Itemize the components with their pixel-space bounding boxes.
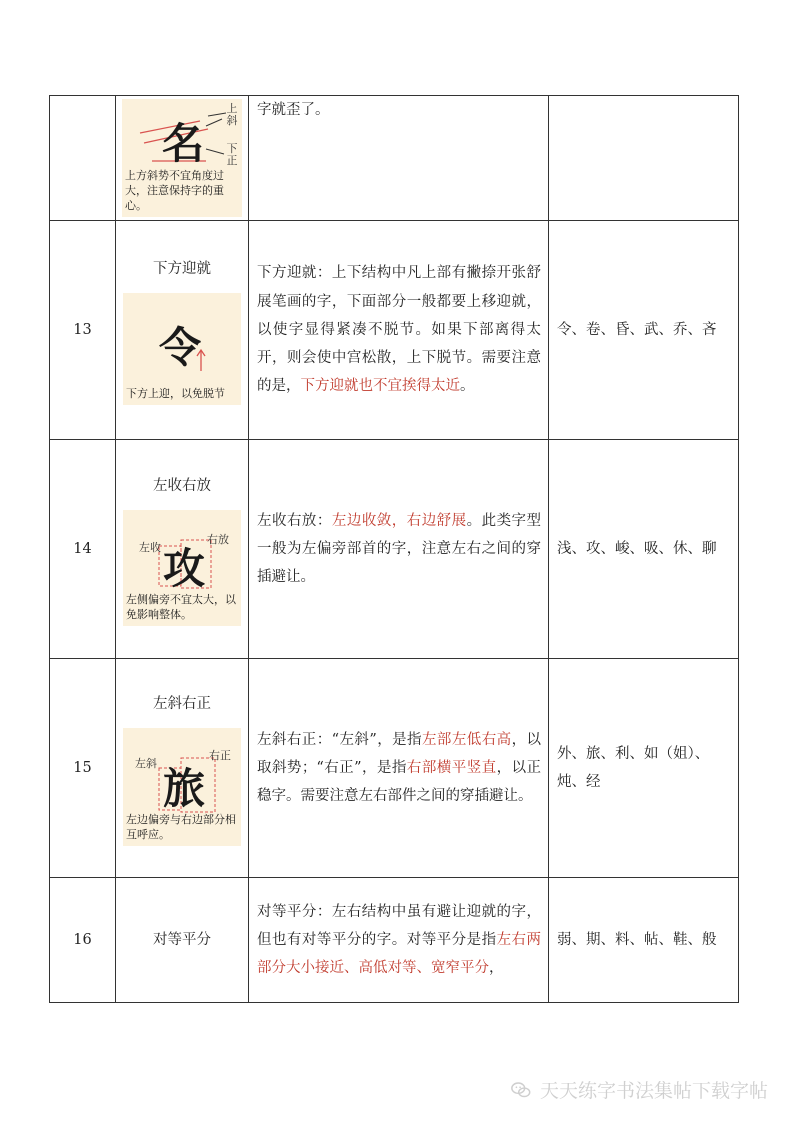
description-highlight: 左边收敛，右边舒展: [331, 512, 467, 529]
watermark: [510, 1076, 768, 1103]
illustration-cell: [116, 440, 249, 659]
description-highlight: 右部横平竖直: [406, 759, 497, 776]
description-text: ，以取斜势；“右正”，是指: [257, 731, 542, 776]
examples-cell: 弱、期、料、帖、鞋、般: [549, 878, 739, 1003]
description-highlight: 左右两部分大小接近、高低对等、宽窄平分: [257, 931, 542, 977]
description-text: 对等平分：左右结构中虽有避让迎就的字，但也有对等平分的字。对等平分是指: [257, 903, 541, 948]
table-row: [50, 96, 739, 221]
calligraphy-table: [49, 95, 739, 1003]
examples-cell: 浅、攻、峻、吸、休、聊: [549, 440, 739, 659]
ling-illustration: [123, 293, 241, 405]
rule-name: 对等平分: [116, 878, 249, 1003]
illustration-caption: 上方斜势不宜角度过大，注意保持字的重心。: [125, 169, 224, 213]
description-cell: [249, 440, 549, 659]
illustration-caption: 左侧偏旁不宜太大，以免影响整体。: [126, 593, 236, 622]
illustration-cell: [116, 659, 249, 878]
row-number: 14: [50, 440, 116, 659]
ming-illustration: [122, 99, 242, 217]
description-cell: [249, 221, 549, 440]
table-row: [50, 659, 739, 878]
description-text: ，以正稳字。需要注意左右部件之间的穿插避让。: [257, 759, 542, 805]
rule-name: 下方迎就: [153, 260, 211, 277]
rule-name: 左收右放: [153, 477, 211, 494]
row-number: 13: [50, 221, 116, 440]
description-text: 。: [460, 378, 475, 395]
illustration-cell: [116, 221, 249, 440]
description-highlight: 左部左低右高: [422, 731, 512, 748]
description-text: 左斜右正：“左斜”，是指: [257, 731, 422, 748]
description-cell: [249, 659, 549, 878]
description-highlight: 下方迎就也不宜挨得太近: [300, 378, 460, 395]
row-number: 15: [50, 659, 116, 878]
rule-name: 左斜右正: [153, 695, 211, 712]
watermark-text: 天天练字书法集帖下载字帖: [539, 1080, 768, 1102]
left-label: 左收: [139, 541, 161, 555]
table-row: [50, 878, 739, 1003]
illustration-cell: [116, 96, 249, 221]
description-text: 。此类字型一般为左偏旁部首的字，注意左右之间的穿插避让。: [257, 512, 542, 586]
example-character: 令: [159, 323, 202, 373]
description-text: 左收右放：: [257, 512, 332, 529]
example-character: 名: [162, 119, 205, 168]
examples-cell: 令、卷、昏、武、乔、吝: [549, 221, 739, 440]
bottom-label: 下正: [226, 142, 238, 168]
description-text: ，: [489, 960, 504, 977]
examples-cell: [549, 96, 739, 221]
table-row: [50, 221, 739, 440]
table-row: [50, 440, 739, 659]
description-cell: [249, 96, 549, 221]
description-text: 字就歪了。: [257, 102, 330, 118]
illustration-caption: 下方上迎，以免脱节: [126, 387, 225, 401]
description-cell: [249, 878, 549, 1003]
example-character: 旅: [163, 764, 206, 814]
right-label: 右放: [207, 533, 229, 547]
examples-cell: 外、旅、利、如（姐）、炖、经: [549, 659, 739, 878]
gong-illustration: [123, 510, 241, 626]
top-label: 上斜: [226, 102, 238, 128]
row-number: 16: [50, 878, 116, 1003]
example-character: 攻: [163, 544, 206, 594]
row-number: [50, 96, 116, 221]
lv-illustration: [123, 728, 241, 846]
right-label: 右正: [209, 749, 231, 763]
wechat-icon: [510, 1079, 532, 1101]
illustration-caption: 左边偏旁与右边部分相互呼应。: [126, 813, 236, 842]
left-label: 左斜: [135, 757, 157, 771]
description-text: 下方迎就：上下结构中凡上部有撇捺开张舒展笔画的字，下面部分一般都要上移迎就，以使字显得紧凑不脱节。如果下部离得太开，则会使中宫松散，上下脱节。需要注意的是，: [257, 265, 541, 395]
